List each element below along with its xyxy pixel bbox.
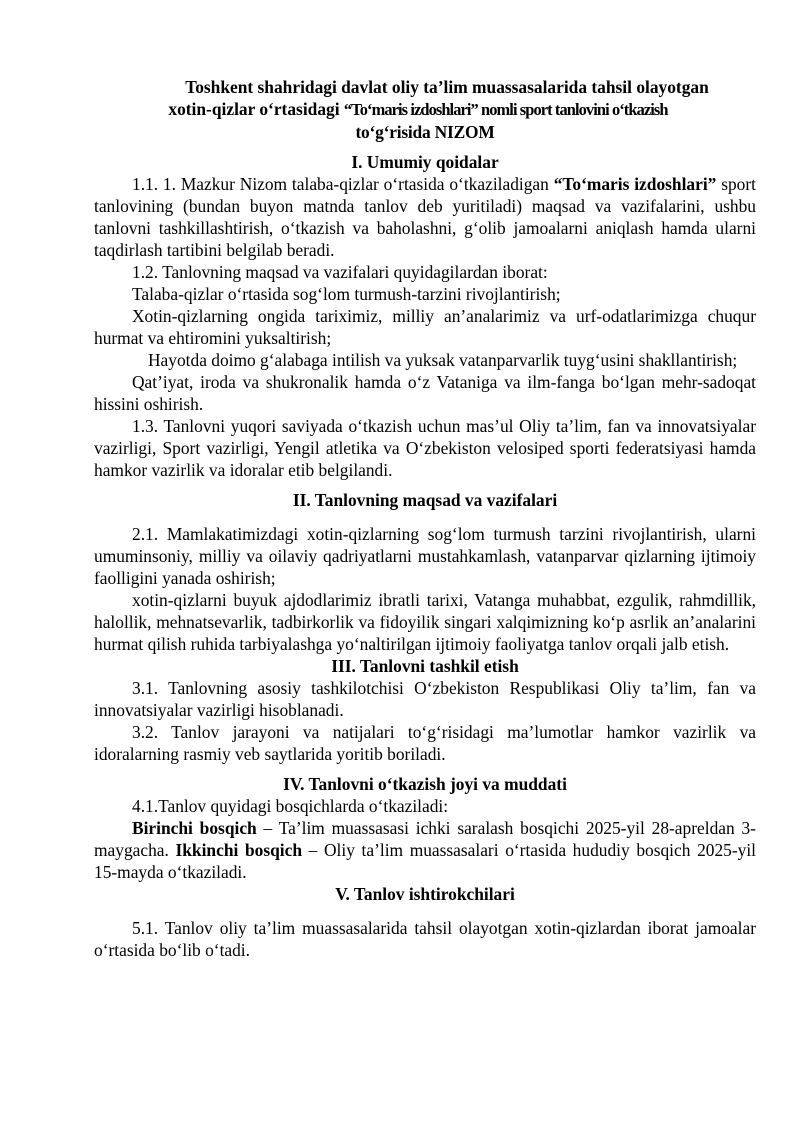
document-page bbox=[94, 76, 756, 961]
section-1-paragraph-7: 1.3. Tanlovni yuqori saviyada o‘tkazish uchun mas’ul Oliy ta’lim, fan va innovatsiyalar vazirligi, Sport vazirligi, Yengil atletika va O‘zbekiston velosiped sporti federatsiyasi hamda hamkor vazirlik va idoralar etib belgilandi. bbox=[94, 416, 756, 480]
document-title bbox=[94, 76, 756, 143]
para-1-1-rest: sport tanlovining (bundan buyon matnda tanlov deb yuritiladi) maqsad va vazifalarini, ushbu tanlovni tashkillashtirish, o‘tkazish va baholashni, g‘olib jamoalarni aniqlash hamda ularni taqdirlash tartibini belgilab beradi. bbox=[94, 174, 756, 260]
section-3-paragraph-1: 3.1. Tanlovning asosiy tashkilotchisi O‘zbekiston Respublikasi Oliy ta’lim, fan va innovatsiyalar vazirligi hisoblanadi. bbox=[94, 678, 756, 720]
title-competition-name: “To‘maris izdoshlari” nomli sport tanlovini o‘tkazish bbox=[343, 100, 668, 119]
title-line-2 bbox=[80, 98, 756, 121]
stage-1-text: – Ta’lim muassasasi ichki saralash bosqichi 2025-yil 28-apreldan 3-maygacha. bbox=[94, 818, 756, 860]
stage-1-label: Birinchi bosqich bbox=[132, 818, 257, 838]
title-line-1: Toshkent shahridagi davlat oliy ta’lim muassasalarida tahsil olayotgan bbox=[185, 77, 709, 97]
competition-name-bold: “To‘maris izdoshlari” bbox=[553, 174, 717, 194]
para-1-1-prefix: 1.1. 1. Mazkur Nizom talaba-qizlar o‘rtasida o‘tkaziladigan bbox=[132, 174, 554, 194]
title-line-2-prefix: xotin-qizlar o‘rtasidagi bbox=[168, 99, 344, 119]
section-1-paragraph-1 bbox=[94, 173, 756, 261]
section-4-paragraph-1: 4.1.Tanlov quyidagi bosqichlarda o‘tkaziladi: bbox=[132, 796, 449, 816]
section-2-paragraph-1: 2.1. Mamlakatimizdagi xotin-qizlarning sog‘lom turmush tarzini rivojlantirish, ularni umuminsoniy, milliy va oilaviy qadriyatlarni mustahkamlash, vatanparvar qizlarning ijtimoiy faolligini yanada oshirish; bbox=[94, 524, 756, 588]
stage-2-label: Ikkinchi bosqich bbox=[175, 840, 302, 860]
title-line-3: to‘g‘risida NIZOM bbox=[355, 122, 495, 142]
section-4-paragraph-2 bbox=[94, 817, 756, 883]
section-1-paragraph-2: 1.2. Tanlovning maqsad va vazifalari quyidagilardan iborat: bbox=[132, 262, 548, 282]
section-3-heading: III. Tanlovni tashkil etish bbox=[331, 656, 519, 676]
section-5-heading: V. Tanlov ishtirokchilari bbox=[335, 884, 515, 904]
section-1-heading: I. Umumiy qoidalar bbox=[351, 152, 499, 172]
section-1-paragraph-3: Talaba-qizlar o‘rtasida sog‘lom turmush-tarzini rivojlantirish; bbox=[132, 284, 561, 304]
section-1-paragraph-6: Qat’iyat, iroda va shukronalik hamda o‘z Vataniga va ilm-fanga bo‘lgan mehr-sadoqat hissini oshirish. bbox=[94, 372, 756, 414]
section-1-paragraph-5: Hayotda doimo g‘alabaga intilish va yuksak vatanparvarlik tuyg‘usini shakllantirish; bbox=[148, 350, 738, 370]
section-2-heading: II. Tanlovning maqsad va vazifalari bbox=[292, 490, 558, 510]
section-1-paragraph-4: Xotin-qizlarning ongida tariximiz, milliy an’analarimiz va urf-odatlarimizga chuqur hurmat va ehtiromini yuksaltirish; bbox=[94, 306, 756, 348]
section-3-paragraph-2: 3.2. Tanlov jarayoni va natijalari to‘g‘risidagi ma’lumotlar hamkor vazirlik va idoralarning rasmiy veb saytlarida yoritib boriladi. bbox=[94, 722, 756, 764]
section-5-paragraph-1: 5.1. Tanlov oliy ta’lim muassasalarida tahsil olayotgan xotin-qizlardan iborat jamoalar o‘rtasida bo‘lib o‘tadi. bbox=[94, 918, 756, 960]
stage-2-text: – Oliy ta’lim muassasalari o‘rtasida hududiy bosqich 2025-yil 15-mayda o‘tkaziladi. bbox=[94, 840, 756, 882]
section-4-heading: IV. Tanlovni o‘tkazish joyi va muddati bbox=[283, 774, 567, 794]
section-2-paragraph-2: xotin-qizlarni buyuk ajdodlarimiz ibratli tarixi, Vatanga muhabbat, ezgulik, rahmdillik, halollik, mehnatsevarlik, tadbirkorlik va fidoyilik singari xalqimizning ko‘p asrlik an’analarini hurmat qilish ruhida tarbiyalashga yo‘naltirilgan ijtimoiy faoliyatga tanlov orqali jalb etish. bbox=[94, 590, 756, 654]
